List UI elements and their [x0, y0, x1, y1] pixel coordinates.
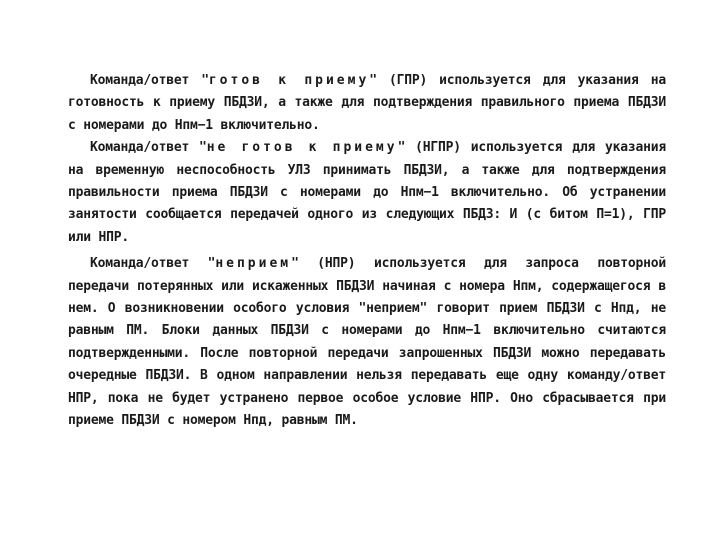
paragraph-reject [68, 253, 666, 432]
paragraph-lead: Команда/ответ " [90, 256, 216, 272]
paragraph-not-ready-to-receive [68, 137, 666, 249]
document-body [68, 70, 666, 433]
paragraph-text: " (НПР) используется для запроса повторной передачи потерянных или искаженных ПБДЗИ начиная с номера Нпм, содержащегося в нем. О возникновении особого условия "неприем" говорит прием ПБДЗИ с Нпд, не равным ПМ. Блоки данных ПБДЗИ с номерами до Нпм−1 включительно считаются подтвержденными. После повторной передачи запрошенных ПБДЗИ можно передавать очередные ПБДЗИ. В одном направлении нельзя передавать еще одну команду/ответ НПР, пока не будет устранено первое особое условие НПР. Оно сбрасывается при приеме ПБДЗИ с номером Нпд, равным ПМ. [68, 256, 666, 429]
paragraph-lead: Команда/ответ " [90, 73, 209, 88]
paragraph-text: " (НГПР) используется для указания на временную неспособность УЛЗ принимать ПБДЗИ, а также для подтверждения правильности приема ПБДЗИ с номерами до Нпм−1 включительно. Об устранении занятости сообщается передачей одного из следующих ПБДЗ: И (с битом П=1), ГПР или НПР. [68, 140, 666, 245]
paragraph-lead: Команда/ответ " [90, 140, 207, 156]
command-term: не готов к приему [206, 140, 398, 156]
command-term: неприем [215, 256, 292, 272]
paragraph-text: " (ГПР) используется для указания на готовность к приему ПБДЗИ, а также для подтверждения правильного приема ПБДЗИ с номерами до Нпм−1 включительно. [68, 73, 666, 133]
command-term: готов к приему [208, 73, 370, 88]
paragraph-ready-to-receive [68, 70, 666, 137]
